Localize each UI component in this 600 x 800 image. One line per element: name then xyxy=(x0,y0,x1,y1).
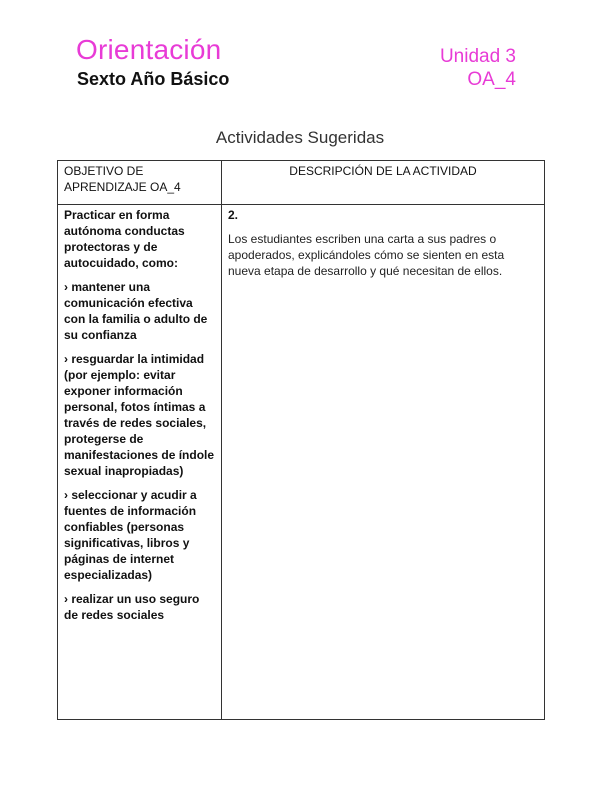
objective-intro: Practicar en forma autónoma conductas protectoras y de autocuidado, como: xyxy=(64,208,185,270)
subject-title: Orientación xyxy=(76,34,222,65)
table-row xyxy=(58,205,545,720)
objective-cell xyxy=(58,205,222,720)
unit-label: Unidad 3 xyxy=(439,46,516,67)
objective-item: › mantener una comunicación efectiva con la familia o adulto de su confianza xyxy=(64,280,208,342)
objective-item: › realizar un uso seguro de redes sociales xyxy=(64,592,200,622)
activities-table xyxy=(57,160,545,720)
objective-item: › seleccionar y acudir a fuentes de información confiables (personas significativas, libros y páginas de internet especializadas) xyxy=(64,488,197,582)
activity-description: Los estudiantes escriben una carta a sus padres o apoderados, explicándoles cómo se sienten en esta nueva etapa de desarrollo y qué necesitan de ellos. xyxy=(228,232,505,278)
oa-code: OA_4 xyxy=(467,69,516,90)
objective-item: › resguardar la intimidad (por ejemplo: evitar exponer información personal, fotos íntimas a través de redes sociales, protegerse de manifestaciones de índole sexual inapropiadas) xyxy=(64,352,215,478)
grade-level: Sexto Año Básico xyxy=(77,69,230,89)
activity-number: 2. xyxy=(228,208,239,222)
table-header-row xyxy=(58,161,545,205)
description-cell xyxy=(222,205,545,720)
section-title: Actividades Sugeridas xyxy=(215,128,385,147)
description-header: DESCRIPCIÓN DE LA ACTIVIDAD xyxy=(222,161,545,205)
objective-header: OBJETIVO DE APRENDIZAJE OA_4 xyxy=(58,161,222,205)
